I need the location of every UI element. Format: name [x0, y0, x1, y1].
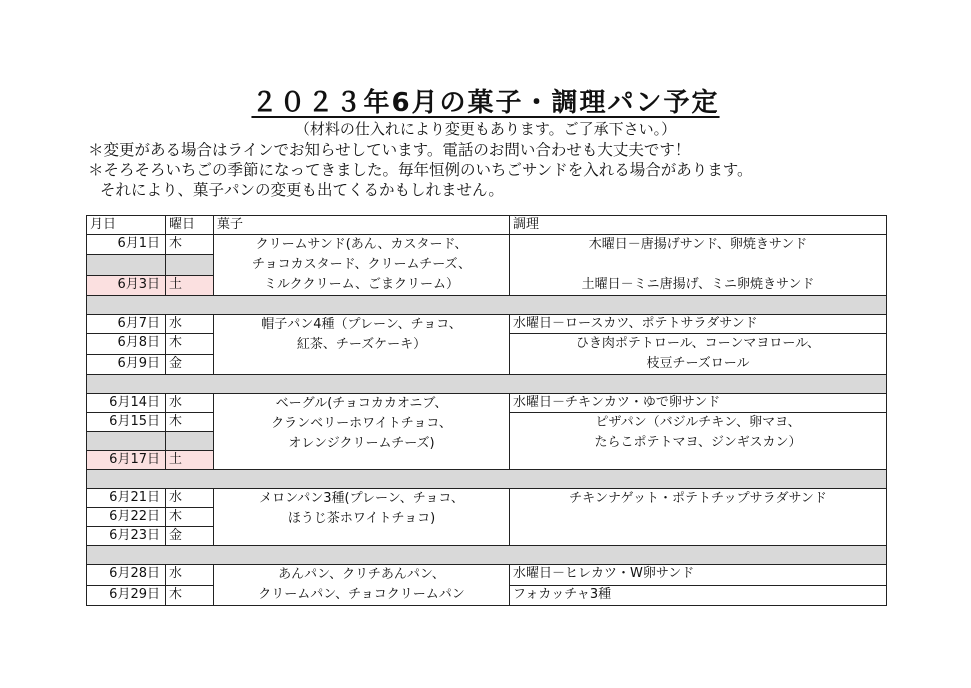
savory-line: ピザパン（バジルチキン、卵マヨ、	[595, 415, 801, 430]
sweet-line: 紅茶、チーズケーキ）	[296, 337, 427, 352]
day-cell: 土	[166, 275, 214, 295]
savory-line: チキンナゲット・ポテトチップサラダサンド	[569, 491, 827, 506]
savory-cell	[510, 235, 887, 296]
table-row	[87, 315, 887, 334]
day-cell: 木	[166, 585, 214, 606]
day-cell: 木	[166, 334, 214, 355]
header-sweet: 菓子	[214, 216, 510, 235]
savory-cell: 水曜日－チキンカツ・ゆで卵サンド	[510, 394, 887, 413]
sweet-line: チョコカスタード、クリームチーズ、	[252, 257, 471, 272]
savory-cell	[510, 334, 887, 375]
page-title: ２０２３年6月の菓子・調理パン予定	[251, 88, 720, 118]
day-cell: 水	[166, 489, 214, 508]
savory-cell	[510, 489, 887, 546]
day-cell: 水	[166, 565, 214, 586]
date-cell: 6月9日	[87, 354, 166, 375]
day-cell: 金	[166, 527, 214, 546]
table-row	[87, 235, 887, 255]
day-cell: 水	[166, 394, 214, 413]
savory-line: ひき肉ポテトロール、コーンマヨロール、	[575, 336, 821, 351]
sweet-line: あんパン、クリチあんパン、	[278, 567, 445, 582]
header-row	[87, 216, 887, 235]
date-cell: 6月17日	[87, 451, 166, 470]
sweet-line: 帽子パン4種（プレーン、チョコ、	[261, 317, 462, 332]
table-row	[87, 489, 887, 508]
sweet-line: クリームパン、チョコクリームパン	[258, 587, 465, 602]
date-cell: 6月1日	[87, 235, 166, 255]
day-cell: 木	[166, 235, 214, 255]
date-cell: 6月23日	[87, 527, 166, 546]
sweet-cell	[214, 489, 510, 546]
header-date: 月日	[87, 216, 166, 235]
sweet-line: ミルククリーム、ごまクリーム）	[263, 277, 460, 292]
date-cell: 6月22日	[87, 508, 166, 527]
savory-cell: 水曜日－ヒレカツ・W卵サンド	[510, 565, 887, 586]
note-line-1: ＊変更がある場合はラインでお知らせしています。電話のお問い合わせも大丈夫です！	[88, 141, 691, 159]
sweet-cell	[214, 315, 510, 375]
day-cell: 木	[166, 413, 214, 432]
separator-row	[87, 296, 887, 315]
date-cell: 6月21日	[87, 489, 166, 508]
savory-cell	[510, 413, 887, 470]
page-subtitle: （材料の仕入れにより変更もあります。ご了承下さい。）	[294, 120, 677, 138]
savory-cell: 水曜日－ロースカツ、ポテトサラダサンド	[510, 315, 887, 334]
day-cell: 金	[166, 354, 214, 375]
sweet-cell	[214, 235, 510, 296]
sweet-line: クランベリーホワイトチョコ、	[271, 416, 452, 431]
sweet-line: オレンジクリームチーズ)	[288, 436, 435, 451]
date-cell: 6月3日	[87, 275, 166, 295]
date-cell: 6月15日	[87, 413, 166, 432]
header-day: 曜日	[166, 216, 214, 235]
note-line-3: それにより、菓子パンの変更も出てくるかもしれません。	[100, 181, 504, 199]
sweet-line: ベーグル(チョコカカオニブ、	[275, 396, 448, 411]
sweet-line: ほうじ茶ホワイトチョコ)	[287, 511, 436, 526]
sweet-cell	[214, 565, 510, 606]
separator-row	[87, 375, 887, 394]
date-cell: 6月28日	[87, 565, 166, 586]
savory-line: たらこポテトマヨ、ジンギスカン）	[594, 435, 802, 450]
sweet-line: クリームサンド(あん、カスタード、	[255, 237, 468, 252]
header-savory: 調理	[510, 216, 887, 235]
blank-date-cell	[87, 255, 166, 275]
savory-cell: フォカッチャ3種	[510, 585, 887, 606]
note-line-2: ＊そろそろいちごの季節になってきました。毎年恒例のいちごサンドを入れる場合があります。	[88, 161, 753, 179]
blank-day-cell	[166, 255, 214, 275]
blank-date-cell	[87, 432, 166, 451]
schedule-table	[86, 215, 887, 606]
table-row	[87, 565, 887, 586]
savory-line: 木曜日－唐揚げサンド、卵焼きサンド	[588, 237, 808, 252]
sweet-line: メロンパン3種(プレーン、チョコ、	[259, 491, 464, 506]
date-cell: 6月29日	[87, 585, 166, 606]
blank-day-cell	[166, 432, 214, 451]
date-cell: 6月7日	[87, 315, 166, 334]
date-cell: 6月14日	[87, 394, 166, 413]
table-row	[87, 394, 887, 413]
savory-line: 土曜日－ミニ唐揚げ、ミニ卵焼きサンド	[581, 277, 815, 292]
savory-line: 枝豆チーズロール	[646, 356, 750, 371]
day-cell: 水	[166, 315, 214, 334]
sweet-cell	[214, 394, 510, 470]
day-cell: 木	[166, 508, 214, 527]
day-cell: 土	[166, 451, 214, 470]
date-cell: 6月8日	[87, 334, 166, 355]
separator-row	[87, 546, 887, 565]
separator-row	[87, 470, 887, 489]
